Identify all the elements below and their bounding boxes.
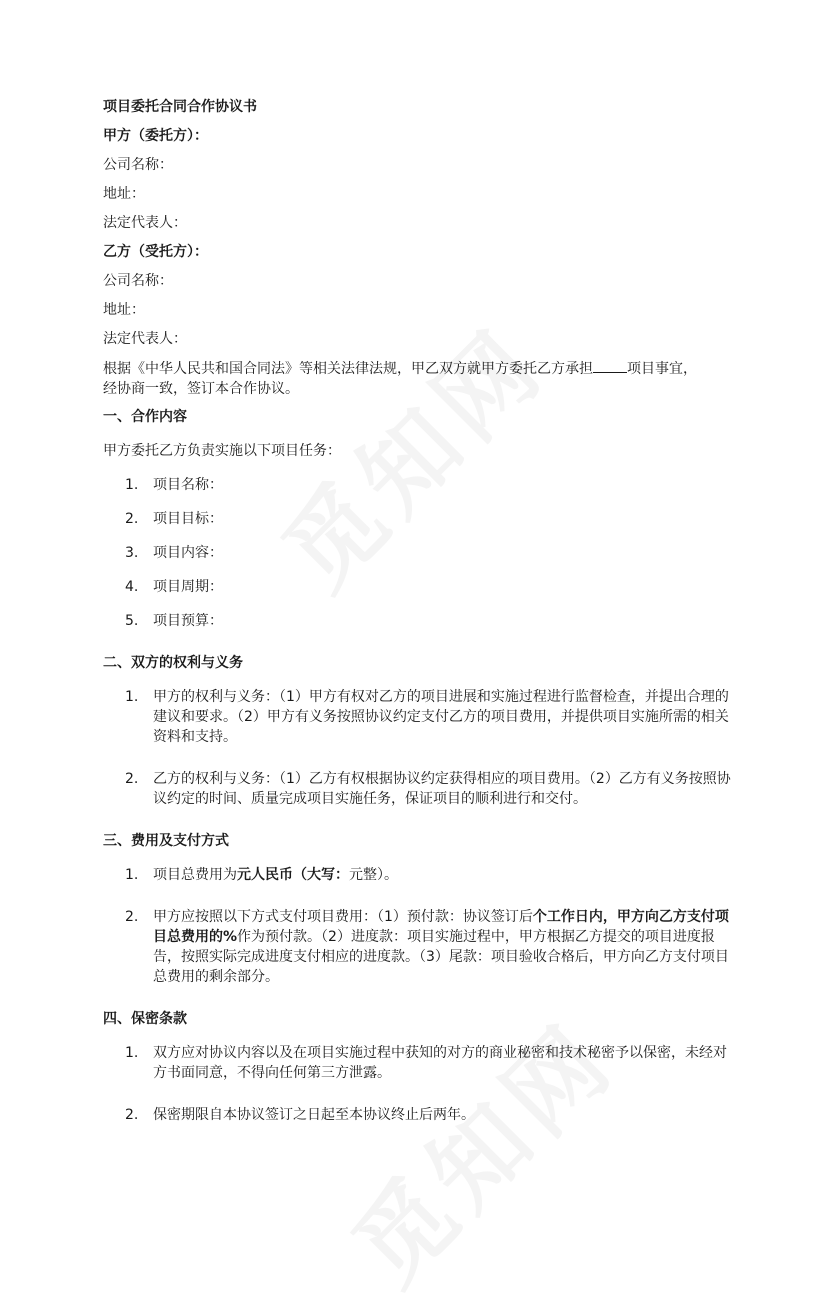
list-text: 项目名称： xyxy=(153,477,223,493)
list-text: 双方应对协议内容以及在项目实施过程中获知的对方的商业秘密和技术秘密予以保密，未经对方书面同意，不得向任何第三方泄露。 xyxy=(153,1045,727,1081)
list-text: 保密期限自本协议签订之日起至本协议终止后两年。 xyxy=(153,1107,475,1123)
section-1-lead: 甲方委托乙方负责实施以下项目任务： xyxy=(103,443,341,459)
list-text: 项目预算： xyxy=(153,613,223,629)
list-number: 1. xyxy=(125,689,139,705)
party-a-company: 公司名称： xyxy=(103,157,173,173)
party-a-address: 地址： xyxy=(103,186,145,202)
intro-text-end: 项目事宜， xyxy=(627,361,697,377)
list-number: 3. xyxy=(125,545,139,561)
list-text: 甲方的权利与义务：（1）甲方有权对乙方的项目进展和实施过程进行监督检查，并提出合理的建议和要求。（2）甲方有义务按照协议约定支付乙方的项目费用，并提供项目实施所需的相关资料和支持。 xyxy=(153,689,729,745)
section-4-list xyxy=(103,1043,733,1125)
list-text: 项目内容： xyxy=(153,545,223,561)
section-3-heading: 三、费用及支付方式 xyxy=(103,833,229,849)
party-b-address: 地址： xyxy=(103,302,145,318)
party-b-company: 公司名称： xyxy=(103,273,173,289)
list-number: 5. xyxy=(125,613,139,629)
section-2-list xyxy=(103,687,733,809)
list-number: 2. xyxy=(125,1107,139,1123)
section-1-heading: 一、合作内容 xyxy=(103,409,187,425)
list-number: 1. xyxy=(125,867,139,883)
list-item xyxy=(103,907,733,987)
list-number: 1. xyxy=(125,477,139,493)
document-body xyxy=(103,97,733,1147)
section-4-heading: 四、保密条款 xyxy=(103,1011,187,1027)
party-a-representative: 法定代表人： xyxy=(103,215,187,231)
list-text: 作为预付款。（2）进度款：项目实施过程中，甲方根据乙方提交的项目进度报告，按照实际完成进度支付相应的进度款。（3）尾款：项目验收合格后，甲方向乙方支付项目总费用的剩余部分。 xyxy=(153,929,729,985)
list-item xyxy=(103,865,733,885)
list-number: 2. xyxy=(125,909,139,925)
list-item xyxy=(103,769,733,809)
list-text: 甲方应按照以下方式支付项目费用：（1）预付款：协议签订后 xyxy=(153,909,533,925)
list-text: 项目周期： xyxy=(153,579,223,595)
party-b-representative: 法定代表人： xyxy=(103,331,187,347)
project-name-blank xyxy=(593,358,627,373)
list-number: 1. xyxy=(125,1045,139,1061)
intro-text: 根据《中华人民共和国合同法》等相关法律法规，甲乙双方就甲方委托乙方承担 xyxy=(103,361,593,377)
document-title: 项目委托合同合作协议书 xyxy=(103,99,257,115)
party-a-heading: 甲方（委托方）： xyxy=(103,128,208,144)
intro-paragraph-line2: 经协商一致，签订本合作协议。 xyxy=(103,381,299,397)
list-item xyxy=(103,1043,733,1083)
list-text-bold: 个工作日内，甲方向乙方支付项目总费用的% xyxy=(153,909,729,945)
list-item xyxy=(103,475,733,495)
intro-paragraph xyxy=(103,358,733,379)
list-text: 元整）。 xyxy=(349,867,398,883)
section-3-list xyxy=(103,865,733,987)
list-item xyxy=(103,687,733,747)
list-item xyxy=(103,577,733,597)
section-2-heading: 二、双方的权利与义务 xyxy=(103,655,243,671)
list-number: 2. xyxy=(125,771,139,787)
list-text-bold: 元人民币（大写： xyxy=(237,867,349,883)
list-text: 项目目标： xyxy=(153,511,223,527)
list-number: 2. xyxy=(125,511,139,527)
list-text: 项目总费用为 xyxy=(153,867,237,883)
list-item xyxy=(103,509,733,529)
party-b-heading: 乙方（受托方）： xyxy=(103,244,208,260)
list-item xyxy=(103,543,733,563)
list-text: 乙方的权利与义务：（1）乙方有权根据协议约定获得相应的项目费用。（2）乙方有义务按照协议约定的时间、质量完成项目实施任务，保证项目的顺利进行和交付。 xyxy=(153,771,731,807)
list-item xyxy=(103,1105,733,1125)
list-number: 4. xyxy=(125,579,139,595)
list-item xyxy=(103,611,733,631)
section-1-list xyxy=(103,475,733,631)
